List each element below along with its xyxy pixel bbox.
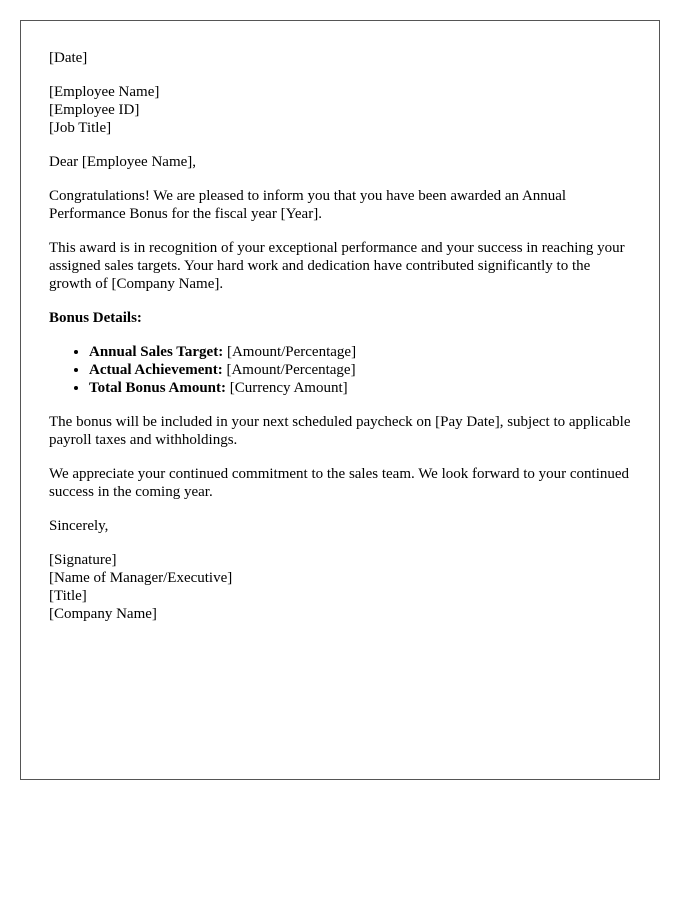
congratulations-paragraph: Congratulations! We are pleased to inform you that you have been awarded an Annual Performance Bonus for the fiscal year [Year]. <box>49 188 567 222</box>
signer-name: [Name of Manager/Executive] <box>49 570 233 586</box>
recognition-paragraph: This award is in recognition of your exceptional performance and your success in reaching your assigned sales targets. Your hard work and dedication have contributed significantly to the growth of [Company Name]. <box>49 240 625 292</box>
signature-block <box>49 551 631 623</box>
employee-id: [Employee ID] <box>49 102 140 118</box>
bonus-item-value: [Currency Amount] <box>226 380 348 396</box>
date-block <box>49 49 631 67</box>
bonus-item-label: Actual Achievement: <box>89 362 223 378</box>
list-item <box>89 361 631 379</box>
bonus-item-label: Annual Sales Target: <box>89 344 224 360</box>
closing: Sincerely, <box>49 518 109 534</box>
recipient-block <box>49 83 631 137</box>
bonus-details-list <box>49 343 631 397</box>
signer-title: [Title] <box>49 588 87 604</box>
letter-document <box>20 20 660 780</box>
employee-name: [Employee Name] <box>49 84 160 100</box>
signature: [Signature] <box>49 552 117 568</box>
greeting: Dear [Employee Name], <box>49 154 197 170</box>
bonus-item-value: [Amount/Percentage] <box>222 362 356 378</box>
bonus-item-value: [Amount/Percentage] <box>223 344 357 360</box>
list-item <box>89 343 631 361</box>
payment-paragraph: The bonus will be included in your next scheduled paycheck on [Pay Date], subject to applicable payroll taxes and withholdings. <box>49 414 631 448</box>
appreciation-paragraph: We appreciate your continued commitment to the sales team. We look forward to your continued success in the coming year. <box>49 466 630 500</box>
date: [Date] <box>49 50 88 66</box>
bonus-details-heading: Bonus Details: <box>49 310 142 326</box>
job-title: [Job Title] <box>49 120 112 136</box>
list-item <box>89 379 631 397</box>
company-name: [Company Name] <box>49 606 157 622</box>
bonus-item-label: Total Bonus Amount: <box>89 380 226 396</box>
